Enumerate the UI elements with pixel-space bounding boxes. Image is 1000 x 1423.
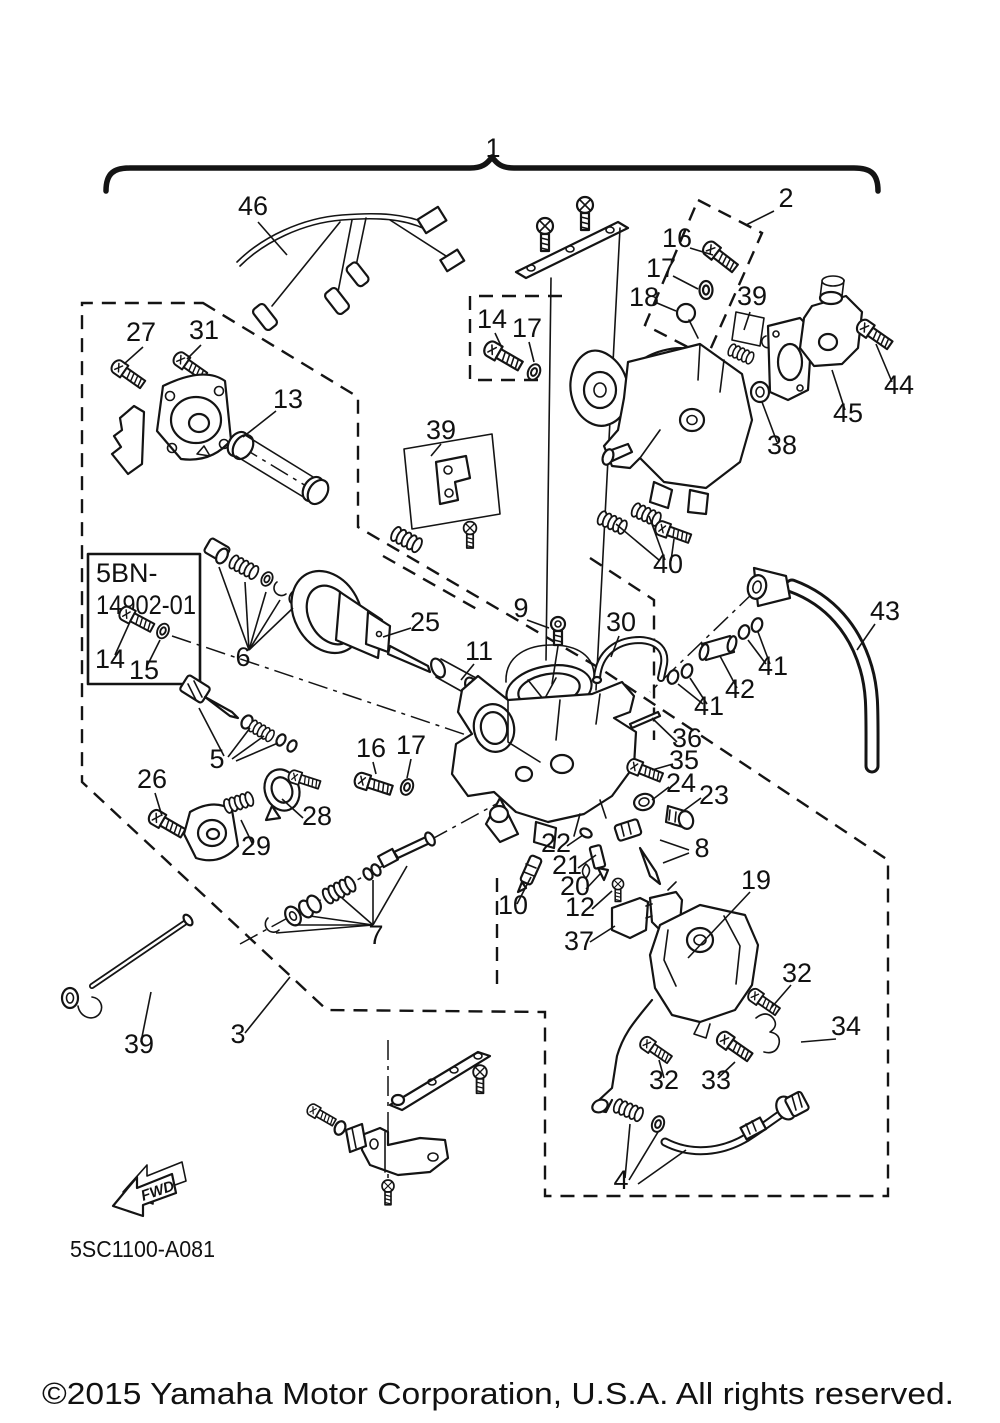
leader-line bbox=[187, 345, 201, 359]
callout-19: 19 bbox=[740, 865, 772, 895]
pilot-screw-set-5 bbox=[179, 674, 298, 753]
fwd-arrow-label: FWD bbox=[138, 1177, 177, 1205]
callout-40: 40 bbox=[652, 549, 684, 579]
callout-8: 8 bbox=[694, 833, 710, 863]
callout-29: 29 bbox=[240, 831, 272, 861]
part-number-line1: 5BN- bbox=[96, 558, 158, 588]
callout-21: 21 bbox=[551, 850, 583, 880]
callout-41: 41 bbox=[693, 691, 725, 721]
callout-2: 2 bbox=[778, 183, 794, 213]
cover-29-gasket-28-screw-26 bbox=[146, 764, 321, 860]
callout-20: 20 bbox=[559, 871, 591, 901]
leader-line bbox=[276, 925, 373, 933]
callout-14: 14 bbox=[94, 644, 126, 674]
leader-line bbox=[124, 347, 143, 364]
callout-5: 5 bbox=[209, 744, 225, 774]
callout-31: 31 bbox=[188, 315, 220, 345]
leader-line bbox=[431, 444, 441, 456]
leader-line bbox=[245, 977, 290, 1033]
float-chamber-19 bbox=[590, 905, 781, 1115]
callout-1: 1 bbox=[485, 133, 501, 163]
diagram-code: 5SC1100-A081 bbox=[70, 1236, 215, 1262]
leader-line bbox=[657, 303, 676, 311]
callout-16: 16 bbox=[355, 733, 387, 763]
callout-13: 13 bbox=[272, 384, 304, 414]
callout-36: 36 bbox=[671, 723, 703, 753]
callout-6: 6 bbox=[235, 642, 251, 672]
callout-24: 24 bbox=[665, 768, 697, 798]
copyright-line: ©2015 Yamaha Motor Corporation, U.S.A. All rights reserved. bbox=[42, 1376, 954, 1411]
bottom-bracket-assembly bbox=[305, 1052, 490, 1205]
callout-43: 43 bbox=[869, 596, 901, 626]
callout-9: 9 bbox=[513, 593, 529, 623]
callout-32: 32 bbox=[781, 958, 813, 988]
parts bbox=[62, 197, 894, 1216]
leader-line bbox=[219, 567, 249, 650]
part-number-line2: 14902-01 bbox=[96, 590, 196, 620]
callout-38: 38 bbox=[766, 430, 798, 460]
callout-26: 26 bbox=[136, 764, 168, 794]
callout-39: 39 bbox=[425, 415, 457, 445]
callout-17: 17 bbox=[511, 313, 543, 343]
callout-32: 32 bbox=[648, 1065, 680, 1095]
leader-line bbox=[663, 853, 689, 863]
bracket-gasket-39-mid bbox=[389, 434, 500, 554]
throttle-shaft-set-7 bbox=[265, 831, 436, 932]
callout-22: 22 bbox=[540, 828, 572, 858]
callout-7: 7 bbox=[368, 920, 384, 950]
callout-42: 42 bbox=[724, 674, 756, 704]
leader-line bbox=[243, 411, 276, 437]
callout-23: 23 bbox=[698, 780, 730, 810]
fwd-arrow bbox=[113, 1162, 186, 1216]
callout-27: 27 bbox=[125, 317, 157, 347]
wire-harness-46 bbox=[237, 207, 464, 332]
callout-44: 44 bbox=[883, 370, 915, 400]
callout-34: 34 bbox=[830, 1011, 862, 1041]
leader-line bbox=[673, 276, 698, 289]
callout-11: 11 bbox=[464, 636, 494, 666]
leader-line bbox=[638, 1150, 686, 1184]
leader-line bbox=[660, 840, 689, 850]
callout-39: 39 bbox=[736, 281, 768, 311]
callout-3: 3 bbox=[230, 1019, 246, 1049]
callout-45: 45 bbox=[832, 398, 864, 428]
callout-37: 37 bbox=[563, 926, 595, 956]
screw-16-mid bbox=[353, 771, 394, 797]
callout-4: 4 bbox=[613, 1165, 629, 1195]
upper-carburetor-2 bbox=[570, 239, 894, 545]
leader-line bbox=[746, 211, 774, 225]
callout-17: 17 bbox=[645, 253, 677, 283]
callout-10: 10 bbox=[497, 890, 529, 920]
callout-16: 16 bbox=[661, 223, 693, 253]
central-carburetor-body bbox=[452, 645, 636, 848]
callout-25: 25 bbox=[409, 607, 441, 637]
callout-18: 18 bbox=[628, 282, 660, 312]
washer-17-mid bbox=[399, 777, 416, 796]
leader-line bbox=[529, 342, 534, 362]
callout-12: 12 bbox=[564, 892, 596, 922]
callout-28: 28 bbox=[301, 801, 333, 831]
choke-rod-39 bbox=[62, 913, 194, 1018]
leader-line bbox=[373, 762, 376, 774]
leader-line bbox=[228, 728, 250, 757]
cover-assembly-27-31-13 bbox=[109, 350, 332, 508]
fuel-pipe-4 bbox=[612, 1091, 810, 1151]
callout-33: 33 bbox=[700, 1065, 732, 1095]
callout-35: 35 bbox=[668, 745, 700, 775]
callout-41: 41 bbox=[757, 651, 789, 681]
callout-30: 30 bbox=[605, 607, 637, 637]
callout-labels bbox=[95, 133, 914, 1195]
leader-line bbox=[258, 222, 287, 255]
callout-39: 39 bbox=[123, 1029, 155, 1059]
leader-line bbox=[771, 985, 791, 1008]
callout-15: 15 bbox=[128, 655, 160, 685]
callout-17: 17 bbox=[395, 730, 427, 760]
callout-14: 14 bbox=[476, 304, 508, 334]
callout-46: 46 bbox=[237, 191, 269, 221]
leader-line bbox=[407, 759, 411, 778]
